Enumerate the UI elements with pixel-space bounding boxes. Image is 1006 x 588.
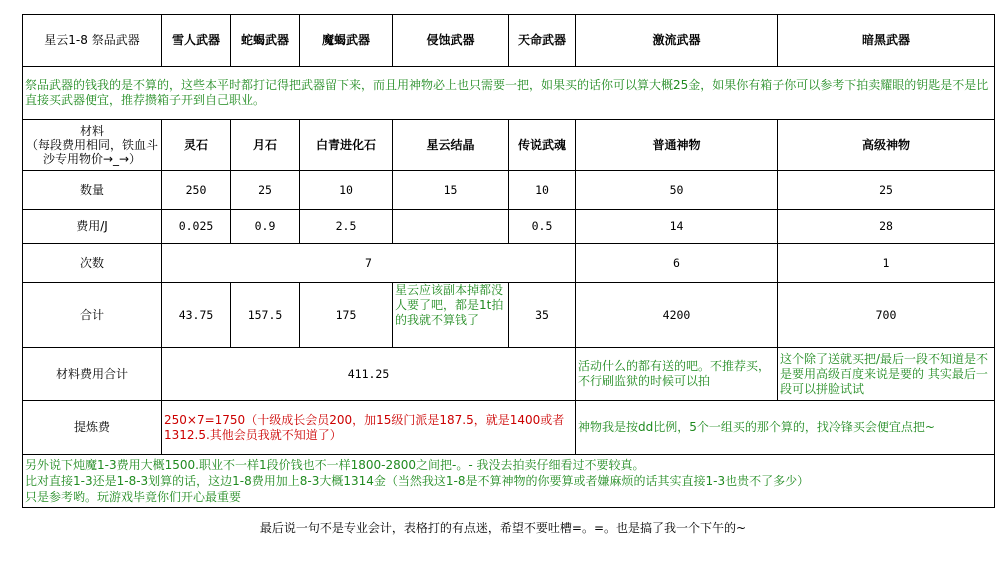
materials-row xyxy=(23,120,995,171)
cost-cell: 0.025 xyxy=(162,210,231,244)
notes-row xyxy=(23,455,995,508)
quantity-cell: 10 xyxy=(509,171,576,210)
row-label: 材料费用合计 xyxy=(23,348,162,401)
cost-cell: 14 xyxy=(576,210,778,244)
row-label: 数量 xyxy=(23,171,162,210)
material-total-cell: 411.25 xyxy=(162,348,576,401)
row-label: 提炼费 xyxy=(23,401,162,455)
note-line: 另外说下炖魔1-3费用大概1500.职业不一样1段价钱也不一样1800-2800之间把-。- 我没去拍卖仔细看过不要较真。 xyxy=(25,458,645,472)
total-cell: 43.75 xyxy=(162,283,231,348)
intro-note: 祭品武器的钱我的是不算的，这些本平时都打记得把武器留下来，而且用神物必上也只需要一把，如果买的话你可以算大概25金，如果你有箱子你可以参考下拍卖耀眼的钥匙是不是比直接买武器便宜，推荐攒箱子开到自己职业。 xyxy=(23,67,995,120)
note-line: 比对直接1-3还是1-8-3划算的话，这边1-8费用加上8-3大概1314金（当然我这1-8是不算神物的你要算或者嫌麻烦的话其实直接1-3也贵不了多少） xyxy=(25,474,810,488)
total-cell: 35 xyxy=(509,283,576,348)
row-label: 次数 xyxy=(23,244,162,283)
cost-cell: 0.9 xyxy=(231,210,300,244)
cost-cell: 2.5 xyxy=(300,210,393,244)
quantity-cell: 25 xyxy=(778,171,995,210)
total-row xyxy=(23,283,995,348)
row-label: 合计 xyxy=(23,283,162,348)
total-cell: 4200 xyxy=(576,283,778,348)
material-name: 星云结晶 xyxy=(393,120,509,171)
row-label: 费用/J xyxy=(23,210,162,244)
advanced-divine-note: 这个除了送就买把/最后一段不知道是不是要用高级百度来说是要的 其实最后一段可以拼脸试试 xyxy=(778,348,995,401)
weapon-header: 魔蝎武器 xyxy=(300,15,393,67)
table-title: 星云1-8 祭品武器 xyxy=(23,15,162,67)
note-line: 只是参考哟。玩游戏毕竟你们开心最重要 xyxy=(25,490,242,504)
material-name: 普通神物 xyxy=(576,120,778,171)
material-name: 灵石 xyxy=(162,120,231,171)
times-row xyxy=(23,244,995,283)
material-name: 月石 xyxy=(231,120,300,171)
weapon-header: 天命武器 xyxy=(509,15,576,67)
cost-cell: 0.5 xyxy=(509,210,576,244)
materials-label xyxy=(23,120,162,171)
cost-cell: 28 xyxy=(778,210,995,244)
divine-pricing-note: 神物我是按dd比例，5个一组买的那个算的，找冷锋买会便宜点把~ xyxy=(576,401,995,455)
refine-note: 250×7=1750（十级成长会员200，加15级门派是187.5，就是1400或者1312.5.其他会员我就不知道了） xyxy=(162,401,576,455)
total-cell: 700 xyxy=(778,283,995,348)
header-row xyxy=(23,15,995,67)
notes-cell xyxy=(23,455,995,508)
quantity-cell: 10 xyxy=(300,171,393,210)
times-advanced-cell: 1 xyxy=(778,244,995,283)
times-normal-cell: 6 xyxy=(576,244,778,283)
intro-row xyxy=(23,67,995,120)
weapon-header: 侵蚀武器 xyxy=(393,15,509,67)
quantity-cell: 15 xyxy=(393,171,509,210)
quantity-row xyxy=(23,171,995,210)
weapon-header: 暗黑武器 xyxy=(778,15,995,67)
cost-table xyxy=(22,14,995,508)
material-name: 传说武魂 xyxy=(509,120,576,171)
material-name: 高级神物 xyxy=(778,120,995,171)
times-shared-cell: 7 xyxy=(162,244,576,283)
refine-row xyxy=(23,401,995,455)
crystal-note: 星云应该副本掉都没人要了吧，都是1t拍的我就不算钱了 xyxy=(393,283,509,348)
cost-cell xyxy=(393,210,509,244)
weapon-header: 蛇蝎武器 xyxy=(231,15,300,67)
quantity-cell: 50 xyxy=(576,171,778,210)
quantity-cell: 250 xyxy=(162,171,231,210)
total-cell: 157.5 xyxy=(231,283,300,348)
cost-row xyxy=(23,210,995,244)
quantity-cell: 25 xyxy=(231,171,300,210)
weapon-header: 激流武器 xyxy=(576,15,778,67)
material-total-row xyxy=(23,348,995,401)
footer-note: 最后说一句不是专业会计，表格打的有点迷，希望不要吐槽=。=。也是搞了我一个下午的~ xyxy=(259,521,747,535)
materials-label-text: 材料 （每段费用相同，铁血斗沙专用物价→_→） xyxy=(25,124,158,166)
normal-divine-note: 活动什么的都有送的吧。不推荐买，不行刷监狱的时候可以拍 xyxy=(576,348,778,401)
weapon-header: 雪人武器 xyxy=(162,15,231,67)
total-cell: 175 xyxy=(300,283,393,348)
material-name: 白青进化石 xyxy=(300,120,393,171)
